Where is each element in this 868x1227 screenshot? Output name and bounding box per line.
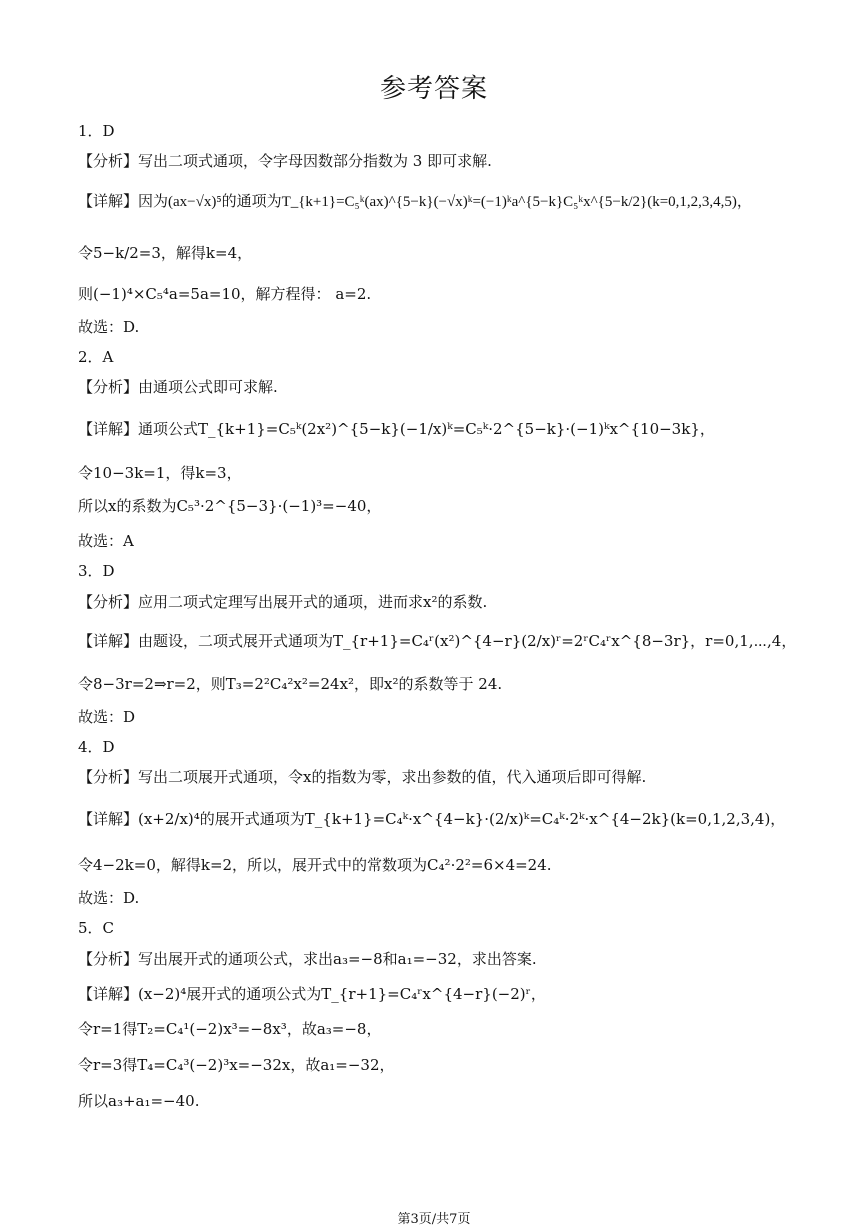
detail-line: 令r=1得T₂=C₄¹(−2)x³=−8x³，故a₃=−8， — [78, 1020, 382, 1038]
answer-number: 3．D — [78, 562, 115, 580]
answer-number: 2．A — [78, 348, 114, 366]
choice-line: 故选：D. — [78, 318, 140, 336]
detail-line: 【详解】由题设，二项式展开式通项为T_{r+1}=C₄ʳ(x²)^{4−r}(2/x)ʳ=2ʳC₄ʳx^{8−3r}，r=0,1,⋯,4， — [78, 632, 797, 650]
answer-number: 4．D — [78, 738, 115, 756]
detail-line: 令10−3k=1，得k=3， — [78, 464, 242, 482]
answer-number: 5．C — [78, 919, 115, 937]
detail-line: 【详解】(x+2/x)⁴的展开式通项为T_{k+1}=C₄ᵏ·x^{4−k}·(2/x)ᵏ=C₄ᵏ·2ᵏ·x^{4−2k}(k=0,1,2,3,4)， — [78, 810, 786, 828]
detail-line: 则(−1)⁴×C₅⁴a=5a=10，解方程得： a=2. — [78, 285, 372, 303]
analysis-line: 【分析】写出二项式通项，令字母因数部分指数为 3 即可求解. — [78, 152, 492, 170]
detail-line: 令4−2k=0，解得k=2，所以，展开式中的常数项为C₄²·2²=6×4=24. — [78, 856, 552, 874]
page-footer: 第3页/共7页 — [397, 1212, 471, 1227]
analysis-line: 【分析】由通项公式即可求解. — [78, 378, 278, 396]
detail-line: 【详解】因为(ax−√x)⁵的通项为T_{k+1}=C₅ᵏ(ax)^{5−k}(−√x)ᵏ=(−1)ᵏa^{5−k}C₅ᵏx^{5−k/2}(k=0,1,2,3,4,5)， — [78, 194, 752, 210]
analysis-line: 【分析】应用二项式定理写出展开式的通项，进而求x²的系数. — [78, 593, 488, 611]
choice-line: 故选：A — [78, 532, 134, 550]
analysis-line: 【分析】写出展开式的通项公式，求出a₃=−8和a₁=−32，求出答案. — [78, 950, 537, 968]
answer-number: 1．D — [78, 122, 115, 140]
detail-line: 【详解】(x−2)⁴展开式的通项公式为T_{r+1}=C₄ʳx^{4−r}(−2)ʳ， — [78, 985, 546, 1003]
detail-line: 所以a₃+a₁=−40. — [78, 1092, 200, 1110]
page-title: 参考答案 — [379, 74, 488, 104]
detail-line: 【详解】通项公式T_{k+1}=C₅ᵏ(2x²)^{5−k}(−1/x)ᵏ=C₅ᵏ·2^{5−k}·(−1)ᵏx^{10−3k}， — [78, 420, 715, 438]
choice-line: 故选：D. — [78, 889, 140, 907]
detail-line: 令r=3得T₄=C₄³(−2)³x=−32x，故a₁=−32， — [78, 1056, 395, 1074]
choice-line: 故选：D — [78, 708, 136, 726]
detail-line: 令8−3r=2⇒r=2，则T₃=2²C₄²x²=24x²，即x²的系数等于 24. — [78, 675, 503, 693]
analysis-line: 【分析】写出二项展开式通项，令x的指数为零，求出参数的值，代入通项后即可得解. — [78, 768, 647, 786]
detail-line: 令5−k/2=3，解得k=4， — [78, 244, 253, 262]
detail-line: 所以x的系数为C₅³·2^{5−3}·(−1)³=−40， — [78, 497, 382, 515]
